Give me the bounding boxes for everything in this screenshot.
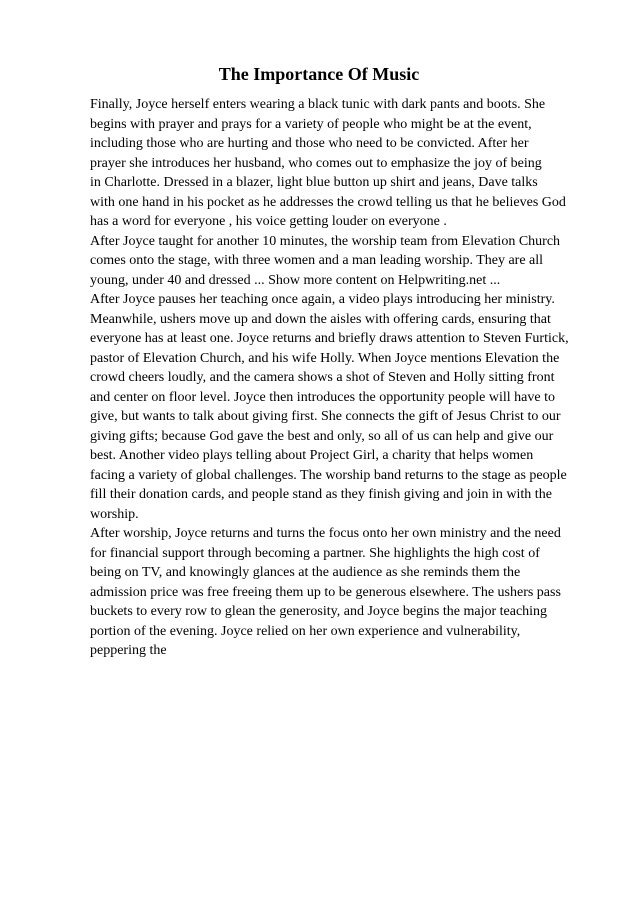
body-line: best. Another video plays telling about Project Girl, a charity that helps women	[90, 448, 534, 463]
body-line: including those who are hurting and those who need to be convicted. After her	[90, 136, 529, 151]
body-line: After Joyce taught for another 10 minutes, the worship team from Elevation Church	[90, 233, 561, 249]
body-line: portion of the evening. Joyce relied on her own experience and vulnerability,	[90, 623, 521, 639]
body-line: young, under 40 and dressed ... Show more content on Helpwriting.net ...	[90, 272, 501, 288]
body-line: fill their donation cards, and people stand as they finish giving and join in with the	[90, 487, 552, 502]
body-line: pastor of Elevation Church, and his wife Holly. When Joyce mentions Elevation the	[90, 350, 560, 366]
document-body	[90, 95, 590, 661]
body-line: crowd cheers loudly, and the camera shows a shot of Steven and Holly sitting front	[90, 370, 555, 385]
body-line: peppering the	[90, 643, 167, 658]
body-line: everyone has at least one. Joyce returns and briefly draws attention to Steven Furtick,	[90, 331, 569, 346]
body-line: giving gifts; because God gave the best and only, so all of us can help and give our	[90, 428, 554, 444]
body-line: give, but wants to talk about giving first. She connects the gift of Jesus Christ to our	[90, 409, 561, 424]
body-line: Meanwhile, ushers move up and down the aisles with offering cards, ensuring that	[90, 311, 551, 327]
body-line: facing a variety of global challenges. The worship band returns to the stage as people	[90, 467, 567, 483]
body-line: admission price was free freeing them up to be generous elsewhere. The ushers pass	[90, 584, 561, 600]
body-line: has a word for everyone , his voice getting louder on everyone .	[90, 214, 447, 229]
body-line: being on TV, and knowingly glances at the audience as she reminds them the	[90, 565, 521, 580]
body-line: worship.	[90, 506, 139, 522]
body-line: prayer she introduces her husband, who comes out to emphasize the joy of being	[90, 155, 542, 171]
document-title: The Importance Of Music	[218, 64, 420, 84]
body-line: comes onto the stage, with three women and a man leading worship. They are all	[90, 253, 544, 268]
body-line: begins with prayer and prays for a variety of people who might be at the event,	[90, 116, 532, 132]
body-line: with one hand in his pocket as he addresses the crowd telling us that he believes God	[90, 194, 566, 210]
body-line: buckets to every row to glean the generosity, and Joyce begins the major teaching	[90, 604, 548, 619]
body-line: in Charlotte. Dressed in a blazer, light blue button up shirt and jeans, Dave talks	[90, 175, 538, 190]
body-line: After Joyce pauses her teaching once again, a video plays introducing her ministry.	[90, 292, 555, 307]
body-line: and center on floor level. Joyce then introduces the opportunity people will have to	[90, 389, 555, 405]
body-line: After worship, Joyce returns and turns the focus onto her own ministry and the need	[90, 526, 561, 541]
body-line: for financial support through becoming a partner. She highlights the high cost of	[90, 545, 540, 561]
body-line: Finally, Joyce herself enters wearing a black tunic with dark pants and boots. She	[90, 97, 546, 112]
